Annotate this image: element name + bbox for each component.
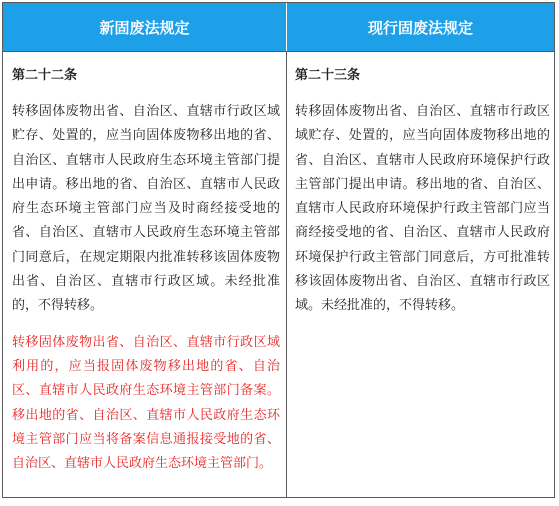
current-law-cell — [287, 52, 554, 497]
current-law-paragraph-1: 转移固体废物出省、自治区、直辖市行政区域贮存、处置的，应当向固体废物移出地的省、自治区、直辖市人民政府环境保护行政主管部门提出申请。移出地的省、自治区、直辖市人民政府环境保护行政主管部门应当商经接受地的省、自治区、直辖市人民政府环境保护行政主管部门同意后，方可批准转移该固体废物出省、自治区、直辖市行政区域。未经批准的，不得转移。 — [295, 104, 550, 314]
current-law-article-number: 第二十三条 — [295, 68, 361, 83]
header-current-law: 现行固废法规定 — [287, 3, 554, 51]
header-row — [3, 3, 554, 51]
content-row — [3, 51, 554, 497]
new-law-paragraph-1: 转移固体废物出省、自治区、直辖市行政区域贮存、处置的，应当向固体废物移出地的省、自治区、直辖市人民政府生态环境主管部门提出申请。移出地的省、自治区、直辖市人民政府生态环境主管部门应当及时商经接受地的省、自治区、直辖市人民政府生态环境主管部门同意后，在规定期限内批准转移该固体废物出省、自治区、直辖市行政区域。未经批准的，不得转移。 — [12, 104, 280, 314]
comparison-table — [2, 2, 555, 498]
new-law-cell — [3, 52, 287, 497]
new-law-paragraph-2-highlighted: 转移固体废物出省、自治区、直辖市行政区域利用的，应当报固体废物移出地的省、自治区、直辖市人民政府生态环境主管部门备案。移出地的省、自治区、直辖市人民政府生态环境主管部门应当将备案信息通报接受地的省、自治区、直辖市人民政府生态环境主管部门。 — [12, 334, 280, 472]
header-new-law: 新固废法规定 — [3, 3, 287, 51]
new-law-article-number: 第二十二条 — [12, 68, 78, 83]
